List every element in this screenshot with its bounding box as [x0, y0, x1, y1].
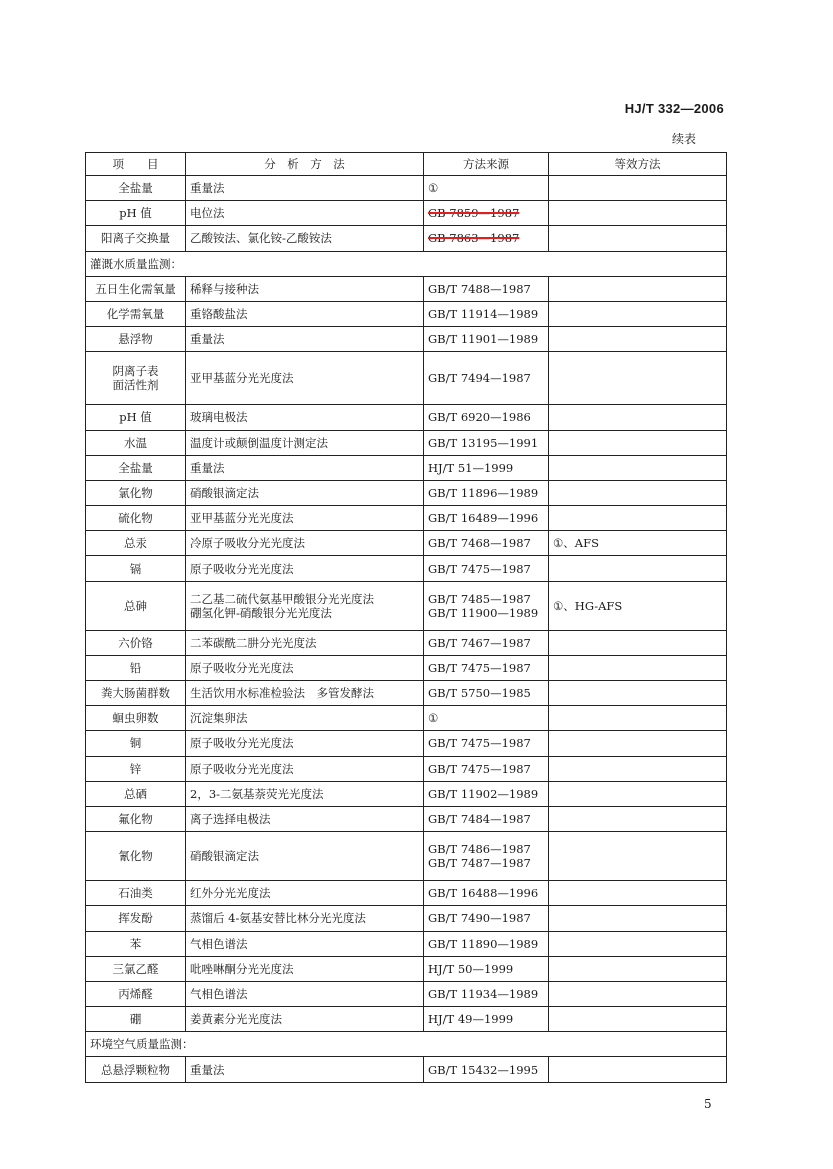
item-cell: 铅 — [86, 655, 186, 680]
equiv-cell — [549, 681, 727, 706]
table-row — [86, 832, 727, 881]
source-cell: GB/T 7494—1987 — [424, 352, 549, 405]
source-line: GB/T 7485—1987 — [428, 591, 531, 606]
item-cell: 总硒 — [86, 781, 186, 806]
table-row — [86, 756, 727, 781]
equiv-cell — [549, 731, 727, 756]
method-cell: 温度计或颠倒温度计测定法 — [186, 430, 424, 455]
source-cell: GB/T 11914—1989 — [424, 301, 549, 326]
standard-code: HJ/T 332—2006 — [624, 101, 724, 116]
method-cell: 二苯碳酰二肼分光光度法 — [186, 630, 424, 655]
source-cell: GB/T 15432—1995 — [424, 1057, 549, 1082]
method-cell: 2，3-二氨基萘荧光光度法 — [186, 781, 424, 806]
equiv-cell — [549, 832, 727, 881]
source-cell: ① — [424, 176, 549, 201]
item-cell: 总砷 — [86, 581, 186, 630]
table-row — [86, 455, 727, 480]
item-cell: 铜 — [86, 731, 186, 756]
table-row — [86, 176, 727, 201]
source-cell: GB/T 16489—1996 — [424, 506, 549, 531]
source-cell: GB/T 7484—1987 — [424, 806, 549, 831]
method-cell: 离子选择电极法 — [186, 806, 424, 831]
table-row — [86, 352, 727, 405]
item-cell: 丙烯醛 — [86, 981, 186, 1006]
source-line: GB/T 11900—1989 — [428, 605, 539, 620]
col-header-equiv: 等效方法 — [549, 153, 727, 176]
struck-source-text: GB 7863—1987 — [428, 231, 520, 246]
method-cell: 乙酸铵法、氯化铵-乙酸铵法 — [186, 226, 424, 251]
table-row — [86, 581, 727, 630]
method-cell: 蒸馏后 4-氨基安替比林分光光度法 — [186, 906, 424, 931]
col-header-source: 方法来源 — [424, 153, 549, 176]
equiv-cell — [549, 276, 727, 301]
method-cell: 重量法 — [186, 455, 424, 480]
item-cell: 镉 — [86, 556, 186, 581]
equiv-cell — [549, 226, 727, 251]
item-cell: 氰化物 — [86, 832, 186, 881]
method-cell: 原子吸收分光光度法 — [186, 655, 424, 680]
equiv-cell — [549, 931, 727, 956]
method-cell: 玻璃电极法 — [186, 405, 424, 430]
method-cell: 电位法 — [186, 201, 424, 226]
source-cell: ① — [424, 706, 549, 731]
table-row — [86, 731, 727, 756]
method-cell: 稀释与接种法 — [186, 276, 424, 301]
table-row — [86, 781, 727, 806]
method-cell: 气相色谱法 — [186, 931, 424, 956]
source-cell: GB/T 11896—1989 — [424, 480, 549, 505]
item-cell: 硼 — [86, 1007, 186, 1032]
table-row — [86, 1007, 727, 1032]
continued-label: 续表 — [672, 132, 697, 146]
source-cell: GB/T 7475—1987 — [424, 655, 549, 680]
method-line: 二乙基二硫代氨基甲酸银分光光度法 — [190, 591, 374, 606]
method-cell: 重量法 — [186, 176, 424, 201]
table-row — [86, 430, 727, 455]
equiv-cell — [549, 1007, 727, 1032]
table-row — [86, 531, 727, 556]
equiv-cell: ①、HG-AFS — [549, 581, 727, 630]
equiv-cell — [549, 352, 727, 405]
equiv-cell — [549, 201, 727, 226]
source-cell: GB/T 7467—1987 — [424, 630, 549, 655]
source-line: GB/T 7486—1987 — [428, 842, 531, 857]
equiv-cell — [549, 981, 727, 1006]
header-row — [86, 153, 727, 176]
table-row — [86, 681, 727, 706]
source-cell — [424, 832, 549, 881]
equiv-cell — [549, 781, 727, 806]
equiv-cell — [549, 806, 727, 831]
item-cell: 氯化物 — [86, 480, 186, 505]
item-cell: 挥发酚 — [86, 906, 186, 931]
method-cell: 原子吸收分光光度法 — [186, 756, 424, 781]
source-cell: GB/T 7475—1987 — [424, 756, 549, 781]
method-cell: 姜黄素分光光度法 — [186, 1007, 424, 1032]
method-line: 硼氢化钾-硝酸银分光光度法 — [190, 605, 332, 620]
method-cell: 亚甲基蓝分光光度法 — [186, 352, 424, 405]
item-cell: 硫化物 — [86, 506, 186, 531]
equiv-cell: ①、AFS — [549, 531, 727, 556]
item-cell: pH 值 — [86, 201, 186, 226]
item-cell: 阳离子交换量 — [86, 226, 186, 251]
table-row — [86, 630, 727, 655]
item-cell: 锌 — [86, 756, 186, 781]
source-cell: GB/T 7475—1987 — [424, 731, 549, 756]
equiv-cell — [549, 506, 727, 531]
equiv-cell — [549, 956, 727, 981]
item-cell: 总悬浮颗粒物 — [86, 1057, 186, 1082]
method-cell: 冷原子吸收分光光度法 — [186, 531, 424, 556]
table-row — [86, 931, 727, 956]
table-row — [86, 981, 727, 1006]
item-cell: 总汞 — [86, 531, 186, 556]
table-row — [86, 655, 727, 680]
source-cell: GB/T 7490—1987 — [424, 906, 549, 931]
equiv-cell — [549, 1057, 727, 1082]
equiv-cell — [549, 480, 727, 505]
source-cell: GB/T 11890—1989 — [424, 931, 549, 956]
struck-source-text: GB 7859—1987 — [428, 206, 520, 221]
source-cell: HJ/T 51—1999 — [424, 455, 549, 480]
source-cell-struck — [424, 201, 549, 226]
item-line: 阴离子表 — [112, 364, 159, 379]
col-header-method: 分 析 方 法 — [186, 153, 424, 176]
page-number: 5 — [704, 1097, 712, 1111]
equiv-cell — [549, 176, 727, 201]
section-row — [86, 251, 727, 276]
method-cell: 原子吸收分光光度法 — [186, 731, 424, 756]
item-cell: 五日生化需氧量 — [86, 276, 186, 301]
source-cell: GB/T 16488—1996 — [424, 881, 549, 906]
item-cell: 化学需氧量 — [86, 301, 186, 326]
source-cell: HJ/T 50—1999 — [424, 956, 549, 981]
item-cell: 苯 — [86, 931, 186, 956]
item-cell — [86, 352, 186, 405]
section-row — [86, 1032, 727, 1057]
source-cell: GB/T 7488—1987 — [424, 276, 549, 301]
item-line: 面活性剂 — [112, 378, 159, 393]
table-row — [86, 556, 727, 581]
method-cell: 硝酸银滴定法 — [186, 832, 424, 881]
method-cell: 气相色谱法 — [186, 981, 424, 1006]
method-cell: 红外分光光度法 — [186, 881, 424, 906]
method-cell: 重量法 — [186, 327, 424, 352]
equiv-cell — [549, 405, 727, 430]
method-cell: 原子吸收分光光度法 — [186, 556, 424, 581]
table-row — [86, 226, 727, 251]
methods-table — [85, 152, 727, 1083]
table-row — [86, 276, 727, 301]
equiv-cell — [549, 906, 727, 931]
item-cell: 水温 — [86, 430, 186, 455]
equiv-cell — [549, 630, 727, 655]
source-line: GB/T 7487—1987 — [428, 856, 531, 871]
method-cell: 硝酸银滴定法 — [186, 480, 424, 505]
equiv-cell — [549, 756, 727, 781]
table-row — [86, 480, 727, 505]
item-cell: 悬浮物 — [86, 327, 186, 352]
table-row — [86, 956, 727, 981]
source-cell: GB/T 11934—1989 — [424, 981, 549, 1006]
item-cell: 六价铬 — [86, 630, 186, 655]
equiv-cell — [549, 430, 727, 455]
method-cell: 吡唑啉酮分光光度法 — [186, 956, 424, 981]
method-cell: 重量法 — [186, 1057, 424, 1082]
source-cell: GB/T 11901—1989 — [424, 327, 549, 352]
equiv-cell — [549, 301, 727, 326]
section-heading-air: 环境空气质量监测： — [86, 1032, 727, 1057]
source-cell: GB/T 11902—1989 — [424, 781, 549, 806]
table-row — [86, 405, 727, 430]
table-row — [86, 706, 727, 731]
item-cell: 全盐量 — [86, 176, 186, 201]
table-row — [86, 806, 727, 831]
table-row — [86, 301, 727, 326]
item-cell: 蛔虫卵数 — [86, 706, 186, 731]
source-cell: GB/T 13195—1991 — [424, 430, 549, 455]
col-header-item: 项 目 — [86, 153, 186, 176]
item-cell: 全盐量 — [86, 455, 186, 480]
item-cell: 粪大肠菌群数 — [86, 681, 186, 706]
table-row — [86, 327, 727, 352]
method-cell: 沉淀集卵法 — [186, 706, 424, 731]
equiv-cell — [549, 881, 727, 906]
equiv-cell — [549, 455, 727, 480]
method-cell: 亚甲基蓝分光光度法 — [186, 506, 424, 531]
source-cell: HJ/T 49—1999 — [424, 1007, 549, 1032]
item-cell: pH 值 — [86, 405, 186, 430]
method-cell: 重铬酸盐法 — [186, 301, 424, 326]
source-cell: GB/T 5750—1985 — [424, 681, 549, 706]
source-cell: GB/T 7468—1987 — [424, 531, 549, 556]
source-cell: GB/T 6920—1986 — [424, 405, 549, 430]
source-cell — [424, 581, 549, 630]
table-row — [86, 506, 727, 531]
item-cell: 石油类 — [86, 881, 186, 906]
source-cell-struck — [424, 226, 549, 251]
equiv-cell — [549, 556, 727, 581]
item-cell: 三氯乙醛 — [86, 956, 186, 981]
equiv-cell — [549, 706, 727, 731]
table-row — [86, 881, 727, 906]
source-cell: GB/T 7475—1987 — [424, 556, 549, 581]
method-cell: 生活饮用水标准检验法 多管发酵法 — [186, 681, 424, 706]
table-row — [86, 1057, 727, 1082]
equiv-cell — [549, 655, 727, 680]
method-cell — [186, 581, 424, 630]
item-cell: 氟化物 — [86, 806, 186, 831]
section-heading-irrigation: 灌溉水质量监测： — [86, 251, 727, 276]
table-row — [86, 906, 727, 931]
table-row — [86, 201, 727, 226]
equiv-cell — [549, 327, 727, 352]
